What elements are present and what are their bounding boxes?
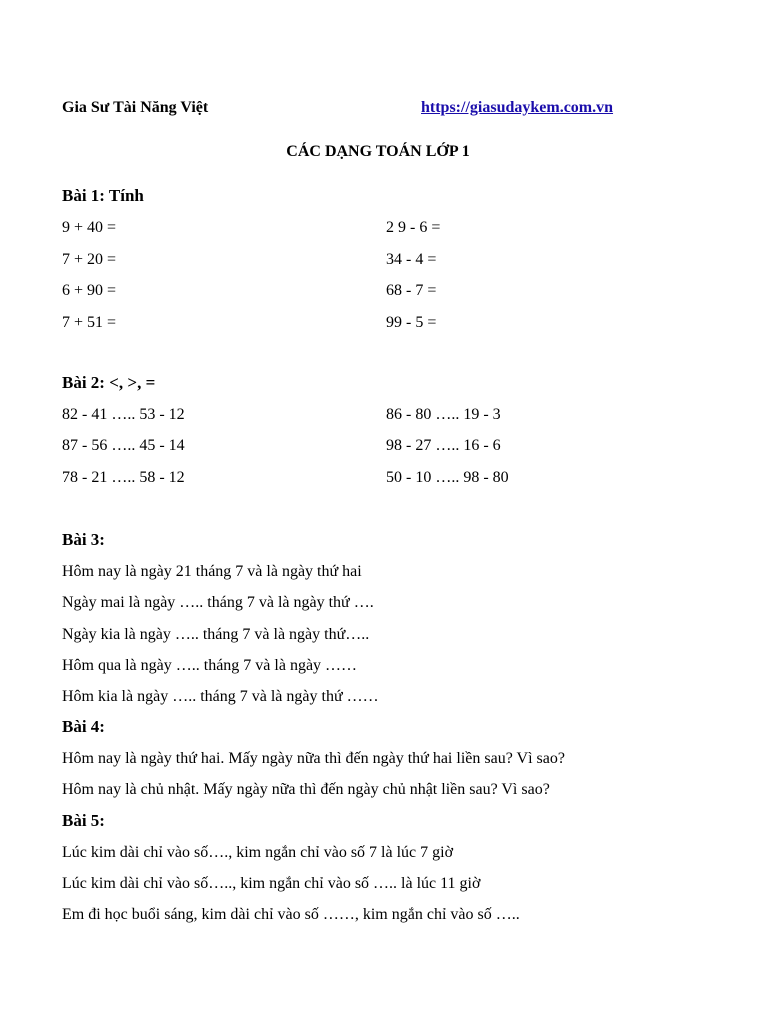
- bai3-line-2: Ngày mai là ngày ….. tháng 7 và là ngày thứ ….: [62, 594, 374, 611]
- bai1-right-2: 34 - 4 =: [386, 251, 437, 268]
- bai2-right-2: 98 - 27 ….. 16 - 6: [386, 437, 501, 454]
- bai2-left-1: 82 - 41 ….. 53 - 12: [62, 406, 185, 423]
- bai4-heading: Bài 4:: [62, 717, 105, 736]
- bai5-line-2: Lúc kim dài chỉ vào số….., kim ngắn chỉ vào số ….. là lúc 11 giờ: [62, 875, 481, 892]
- bai4-line-1: Hôm nay là ngày thứ hai. Mấy ngày nữa thì đến ngày thứ hai liền sau? Vì sao?: [62, 750, 565, 767]
- bai1-left-3: 6 + 90 =: [62, 282, 117, 299]
- bai5-line-1: Lúc kim dài chỉ vào số…., kim ngắn chỉ vào số 7 là lúc 7 giờ: [62, 844, 454, 861]
- bai4-line-2: Hôm nay là chủ nhật. Mấy ngày nữa thì đến ngày chủ nhật liền sau? Vì sao?: [62, 781, 550, 798]
- bai1-left-4: 7 + 51 =: [62, 314, 117, 331]
- bai3-line-4: Hôm qua là ngày ….. tháng 7 và là ngày ……: [62, 657, 358, 674]
- bai1-left-2: 7 + 20 =: [62, 251, 117, 268]
- bai2-left-2: 87 - 56 ….. 45 - 14: [62, 437, 185, 454]
- bai1-right-3: 68 - 7 =: [386, 282, 437, 299]
- bai3-line-1: Hôm nay là ngày 21 tháng 7 và là ngày thứ hai: [62, 563, 362, 580]
- bai2-right-1: 86 - 80 ….. 19 - 3: [386, 406, 501, 423]
- bai2-left-3: 78 - 21 ….. 58 - 12: [62, 469, 185, 486]
- bai2-right-3: 50 - 10 ….. 98 - 80: [386, 469, 509, 486]
- bai1-left-1: 9 + 40 =: [62, 219, 117, 236]
- bai1-heading: Bài 1: Tính: [62, 186, 144, 205]
- page-title: CÁC DẠNG TOÁN LỚP 1: [286, 143, 470, 160]
- bai5-heading: Bài 5:: [62, 811, 105, 830]
- bai3-line-5: Hôm kia là ngày ….. tháng 7 và là ngày thứ ……: [62, 688, 379, 705]
- bai3-line-3: Ngày kia là ngày ….. tháng 7 và là ngày thứ…..: [62, 626, 370, 643]
- bai1-right-4: 99 - 5 =: [386, 314, 437, 331]
- bai3-heading: Bài 3:: [62, 530, 105, 549]
- bai1-right-1: 2 9 - 6 =: [386, 219, 441, 236]
- org-name: Gia Sư Tài Năng Việt: [62, 99, 209, 116]
- bai2-heading: Bài 2: <, >, =: [62, 373, 156, 392]
- website-link[interactable]: https://giasudaykem.com.vn: [421, 99, 614, 116]
- bai5-line-3: Em đi học buổi sáng, kim dài chỉ vào số ……, kim ngắn chỉ vào số …..: [62, 906, 520, 923]
